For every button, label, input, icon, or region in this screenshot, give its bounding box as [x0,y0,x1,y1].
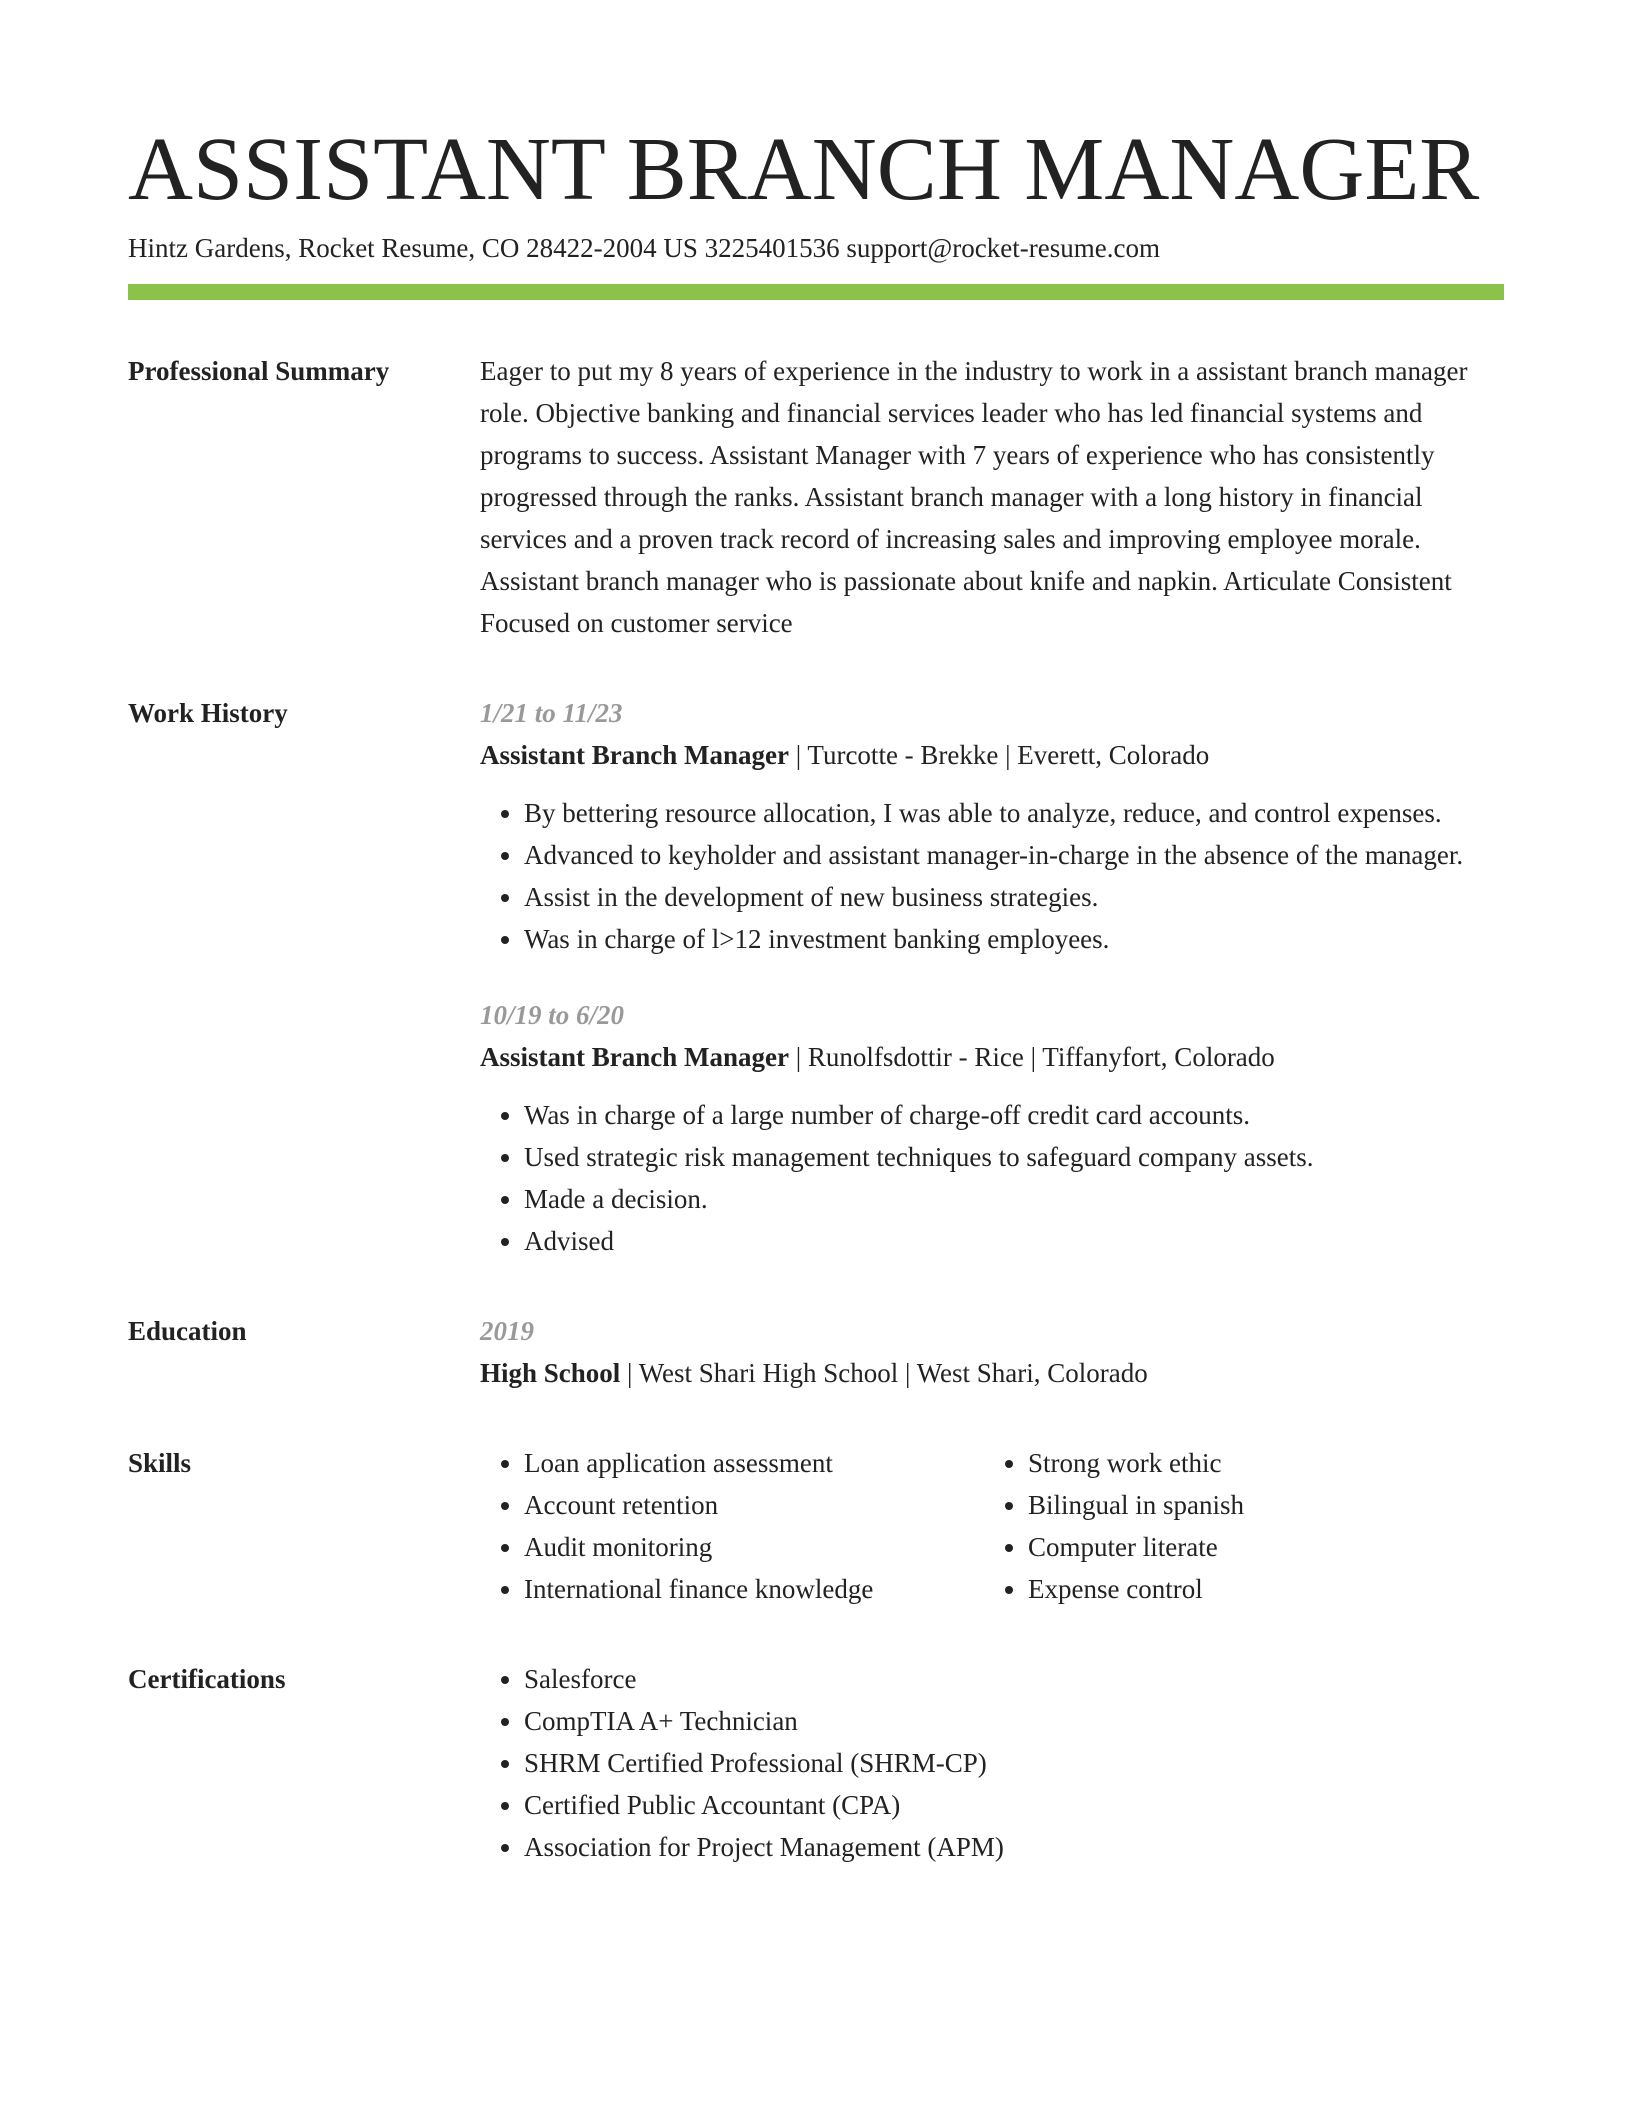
skills-column [984,1442,1504,1610]
section-label-education: Education [128,1316,247,1346]
education-heading [480,1352,1504,1394]
job-bullet: • By bettering resource allocation, I was able to analyze, reduce, and control expenses. [524,792,1504,834]
education-date: 2019 [480,1316,534,1346]
skills-section [128,1442,1504,1610]
work-history-body [480,692,1504,1262]
job-heading [480,734,1504,776]
summary-section [128,350,1504,644]
job-bullet: • Advised [524,1220,1504,1262]
job-bullets [480,1094,1504,1262]
header-divider [128,284,1504,300]
education-section [128,1310,1504,1394]
job-bullet: • Was in charge of a large number of charge-off credit card accounts. [524,1094,1504,1136]
skills-body [480,1442,1504,1610]
section-label-certifications: Certifications [128,1664,286,1694]
certifications-section [128,1658,1504,1868]
job-bullet: • Used strategic risk management techniques to safeguard company assets. [524,1136,1504,1178]
certification-item: • CompTIA A+ Technician [524,1700,1504,1742]
skill-item: • Computer literate [1028,1526,1504,1568]
skills-list [480,1442,984,1610]
work-history-section [128,692,1504,1262]
resume-page [128,120,1504,1868]
contact-info: Hintz Gardens, Rocket Resume, CO 28422-2004 US 3225401536 support@rocket-resume.com [128,233,1160,263]
certifications-list [480,1658,1504,1868]
section-label-skills: Skills [128,1448,192,1478]
section-label-work-history: Work History [128,698,288,728]
skill-item: • Bilingual in spanish [1028,1484,1504,1526]
job-dates: 1/21 to 11/23 [480,698,623,728]
education-body [480,1310,1504,1394]
skill-item: • International finance knowledge [524,1568,984,1610]
job-entry [480,692,1504,960]
certifications-body [480,1658,1504,1868]
skills-column [480,1442,984,1610]
job-title: Assistant Branch Manager [480,740,789,770]
certification-item: • Association for Project Management (APM) [524,1826,1504,1868]
summary-text: Eager to put my 8 years of experience in the industry to work in a assistant branch manager role. Objective banking and financial services leader who has led financial systems and programs to success. Assistant Manager with 7 years of experience who has consistently progressed through the ranks. Assistant branch manager with a long history in financial services and a proven track record of increasing sales and improving employee morale. Assistant branch manager who is passionate about knife and napkin. Articulate Consistent Focused on customer service [480,356,1468,638]
job-bullet: • Was in charge of l>12 investment banking employees. [524,918,1504,960]
job-title: Assistant Branch Manager [480,1042,789,1072]
job-bullet: • Advanced to keyholder and assistant manager-in-charge in the absence of the manager. [524,834,1504,876]
job-entry [480,994,1504,1262]
skill-item: • Audit monitoring [524,1526,984,1568]
skill-item: • Account retention [524,1484,984,1526]
job-bullet: • Made a decision. [524,1178,1504,1220]
job-details: | Turcotte - Brekke | Everett, Colorado [789,740,1210,770]
education-degree: High School [480,1358,621,1388]
skill-item: • Loan application assessment [524,1442,984,1484]
skills-list [984,1442,1504,1610]
resume-title: ASSISTANT BRANCH MANAGER [128,120,1480,219]
education-details: | West Shari High School | West Shari, Colorado [620,1358,1148,1388]
job-heading [480,1036,1504,1078]
skill-item: • Expense control [1028,1568,1504,1610]
skill-item: • Strong work ethic [1028,1442,1504,1484]
certification-item: • Salesforce [524,1658,1504,1700]
certification-item: • SHRM Certified Professional (SHRM-CP) [524,1742,1504,1784]
section-label-summary: Professional Summary [128,356,390,386]
certification-item: • Certified Public Accountant (CPA) [524,1784,1504,1826]
job-dates: 10/19 to 6/20 [480,1000,625,1030]
job-bullets [480,792,1504,960]
job-bullet: • Assist in the development of new business strategies. [524,876,1504,918]
job-details: | Runolfsdottir - Rice | Tiffanyfort, Colorado [789,1042,1275,1072]
